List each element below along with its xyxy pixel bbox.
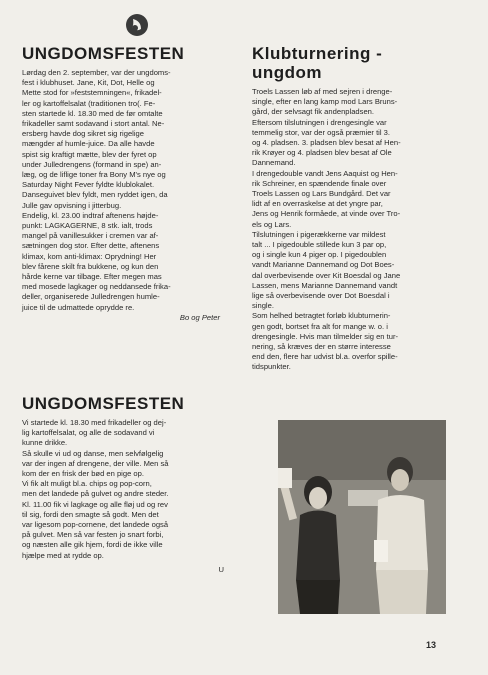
right-article: [252, 44, 474, 373]
article-body-2: Vi startede kl. 18.30 med frikadeller og dej- lig kartoffelsalat, og alle de sodavand vi kunne drikke. Så skulle vi ud og danse, men selvfølgelig var der ingen af drengene, der ville. Men så kom der en frisk der bød en pige op. Vi fik alt muligt bl.a. chips og pop-corn, men det landede på gulvet og andre steder. Kl. 11.00 fik vi lagkage og alle fløj ud og rev til sig, fordi den smagte så godt. Men det var ligesom pop-cornene, det landede også på gulvet. Men så var festen jo snart forbi, og næsten alle gik hjem, fordi de ikke ville hjælpe med at rydde op.: [22, 418, 169, 560]
page-number: 13: [426, 640, 437, 650]
article-title-2: UNGDOMSFESTEN: [22, 394, 185, 413]
second-article: [22, 394, 242, 575]
article-body: Lørdag den 2. september, var der ungdoms- fest i klubhuset. Jane, Kit, Dot, Helle og Mette stod for »feststemningen«, frikadel- ler og kartoffelsalat (traditionen tro(. Fe- sten startede kl. 18.30 med de før omtalte frikadeller samt sodavand i stort antal. Ne- ersberg havde dog sikret sig rigelige mængder af humle-juice. Da alle havde spist sig kraftigt mætte, blev der fyret op under Julledrengens (formand in spe) an- læg, og de liflige toner fra Bony M's nye og Saturday Night Fever fyldte klublokalet. Danseguivet blev fyldt, men ryddet igen, da Julle gav opvisning i jitterbug. Endelig, kl. 23.00 indtraf aftenens højde- punkt: LAGKAGERNE, 8 stk. ialt, trods mangel på vanillesukker i cremen var af- sætningen dog stor. Efter dette, aftenens klimax, kom anti-klimax: Oprydning! Her blev fårene skilt fra bukkene, og kun den hårde kerne var tilbage. Efter megen mas med mosede lagkager og neddansede frika- deller, organiserede Julledrengen humle- juice til de udmattede oprydde re.: [22, 68, 171, 312]
article-title-3: Klubturnering - ungdom: [252, 44, 383, 82]
article-title: UNGDOMSFESTEN: [22, 44, 185, 63]
event-photo: [278, 420, 446, 614]
article-signature: Bo og Peter: [179, 312, 220, 322]
photo-illustration: [278, 420, 446, 614]
shuttlecock-logo-icon: [124, 12, 150, 38]
left-article: [22, 44, 242, 323]
article-signature-2: U: [218, 564, 224, 574]
article-body-3: Troels Lassen løb af med sejren i drenge- single, efter en lang kamp mod Lars Bruns- gård, der selvsagt fik andenpladsen. Eftersom tilslutningen i drengesingle var temmelig stor, var der også præmier til 3. og 4. pladsen. 3. pladsen blev besat af Hen- rik Krøyer og 4. pladsen blev besat af Ole Dannemand. I drengedouble vandt Jens Aaquist og Hen- rik Schreiner, en spændende finale over Troels Lassen og Lars Bundgård. Det var lidt af en overraskelse at det yngre par, Jens og Henrik formåede, at vinde over Tro- els og Lars. Tilslutningen i pigerækkerne var mildest talt ... I pigedouble stillede kun 3 par op, og i single kun 4 piger op. I pigedoublen vandt Marianne Dannemand og Dot Boes- dal overbevisende over Kit Boesdal og Jane Lassen, mens Marianne Dannemand vandt lige så overbevisende over Dot Boesdal i single. Som helhed betragtet forløb klubturnerin- gen godt, bortset fra alt for mange w. o. i drengesingle. Hvis man tilmelder sig en tur- nering, så kræves der en større interesse end den, flere har udvist bl.a. overfor spille- tidspunkter.: [252, 87, 401, 372]
